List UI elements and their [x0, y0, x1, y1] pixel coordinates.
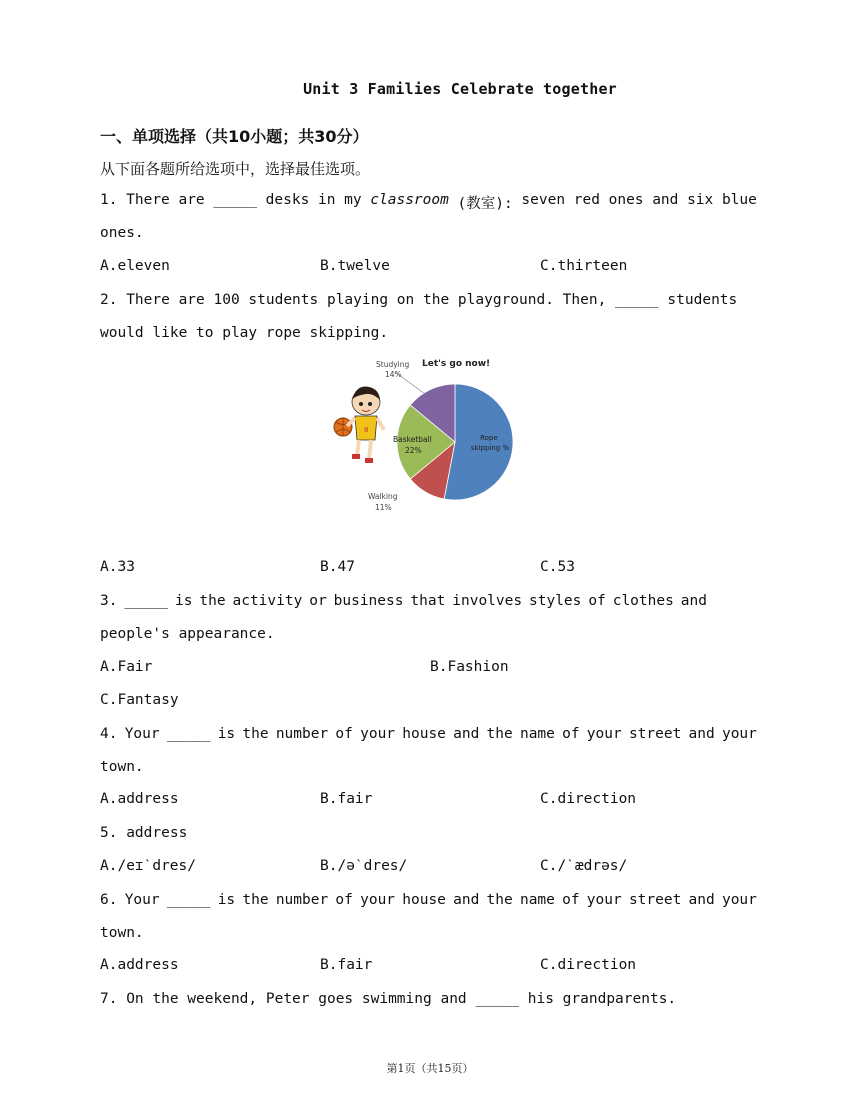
- word: number: [275, 892, 329, 908]
- option-b: B.fair: [320, 791, 373, 807]
- option-b: B.twelve: [320, 258, 390, 274]
- option-c: C.direction: [540, 957, 637, 973]
- word: the: [242, 726, 269, 742]
- question-2-line-2: would like to play rope skipping.: [100, 325, 389, 341]
- page-footer: 第1页（共15页）: [386, 1062, 474, 1075]
- question-6-line-2: town.: [100, 925, 144, 941]
- word: house: [402, 726, 446, 742]
- word: and: [453, 892, 480, 908]
- question-4-line-1: [100, 726, 757, 742]
- word: business: [333, 593, 404, 609]
- option-c: C.53: [540, 559, 575, 575]
- word: 6.: [100, 892, 118, 908]
- question-3-line-1: [100, 593, 707, 609]
- word: your: [721, 892, 757, 908]
- word: your: [360, 892, 396, 908]
- word: or: [309, 593, 327, 609]
- label-walking-pct: 11%: [375, 503, 392, 512]
- label-studying: Studying: [376, 360, 410, 369]
- option-a: A.33: [100, 559, 135, 575]
- word: the: [199, 593, 226, 609]
- word: your: [586, 892, 622, 908]
- word: There: [126, 192, 170, 208]
- word: desks: [265, 192, 310, 208]
- word: 1.: [100, 192, 118, 208]
- question-7-line-1: 7. On the weekend, Peter goes swimming and _____ his grandparents.: [100, 991, 677, 1007]
- boy-illustration: [334, 387, 384, 464]
- word: of: [335, 726, 353, 742]
- label-rope-line2: skipping %: [470, 444, 510, 452]
- word: ones: [608, 192, 644, 208]
- word: my: [344, 192, 362, 208]
- word: of: [562, 892, 580, 908]
- blank: _____: [124, 593, 169, 609]
- option-a: A./eɪˋdres/: [100, 858, 196, 874]
- word: and: [688, 726, 715, 742]
- label-walking: Walking: [368, 492, 398, 501]
- pie-chart: [333, 352, 523, 520]
- option-a: A.address: [100, 957, 179, 973]
- question-1-line-1: [100, 192, 757, 213]
- word: involves: [452, 593, 523, 609]
- option-b: B.fair: [320, 957, 373, 973]
- instructions: 从下面各题所给选项中，选择最佳选项。: [100, 160, 371, 178]
- word: your: [360, 726, 396, 742]
- option-c: C.direction: [540, 791, 637, 807]
- blank: _____: [166, 726, 211, 742]
- question-4-line-2: town.: [100, 759, 144, 775]
- word: Your: [124, 892, 160, 908]
- blank: _____: [213, 192, 257, 208]
- question-6-line-1: [100, 892, 757, 908]
- option-c: C.Fantasy: [100, 692, 179, 708]
- word: red: [573, 192, 600, 208]
- word: is: [174, 593, 193, 609]
- word: in: [318, 192, 336, 208]
- word: the: [242, 892, 269, 908]
- word: and: [652, 192, 679, 208]
- section-heading: 一、单项选择（共10小题；共30分）: [100, 127, 369, 146]
- word: seven: [521, 192, 566, 208]
- option-b: B.Fashion: [430, 659, 509, 675]
- blank: _____: [166, 892, 211, 908]
- word: styles: [529, 593, 582, 609]
- pie-chart-figure: [333, 352, 523, 520]
- option-c: C.thirteen: [540, 258, 628, 274]
- label-rope-line1: Rope: [480, 434, 498, 442]
- question-5-line-1: 5. address: [100, 825, 188, 841]
- option-b: B.47: [320, 559, 355, 575]
- question-3-line-2: people's appearance.: [100, 626, 275, 642]
- word: of: [335, 892, 353, 908]
- label-basketball: Basketball: [393, 435, 432, 444]
- word: house: [402, 892, 446, 908]
- document-title: Unit 3 Families Celebrate together: [303, 80, 617, 98]
- word: number: [275, 726, 329, 742]
- option-a: A.Fair: [100, 659, 153, 675]
- option-a: A.address: [100, 791, 179, 807]
- option-c: C./ˋædrəs/: [540, 858, 628, 874]
- word: of: [562, 726, 580, 742]
- word: Your: [124, 726, 160, 742]
- word: and: [688, 892, 715, 908]
- word: is: [217, 892, 236, 908]
- label-basketball-pct: 22%: [405, 446, 422, 455]
- word: six: [687, 192, 714, 208]
- word: and: [453, 726, 480, 742]
- word: activity: [232, 593, 303, 609]
- label-studying-pct: 14%: [385, 370, 402, 379]
- word: and: [680, 593, 707, 609]
- word: street: [628, 892, 682, 908]
- word: 3.: [100, 593, 118, 609]
- word: your: [721, 726, 757, 742]
- word: the: [486, 726, 513, 742]
- word: (教室):: [457, 196, 513, 212]
- word: 4.: [100, 726, 118, 742]
- word: your: [586, 726, 622, 742]
- word: name: [519, 726, 555, 742]
- option-a: A.eleven: [100, 258, 170, 274]
- word: are: [178, 192, 205, 208]
- word: is: [217, 726, 236, 742]
- word: name: [519, 892, 555, 908]
- word: of: [588, 593, 606, 609]
- svg-text:8: 8: [364, 426, 369, 434]
- word: street: [628, 726, 682, 742]
- question-1-line-2: ones.: [100, 225, 144, 241]
- word: the: [486, 892, 513, 908]
- word: clothes: [612, 593, 674, 609]
- option-b: B./əˋdres/: [320, 858, 408, 874]
- word: that: [410, 593, 446, 609]
- word: blue: [721, 192, 757, 208]
- question-2-line-1: 2. There are 100 students playing on the playground. Then, _____ students: [100, 292, 738, 308]
- word-italic: classroom: [370, 192, 449, 208]
- chart-title: Let's go now!: [422, 359, 491, 369]
